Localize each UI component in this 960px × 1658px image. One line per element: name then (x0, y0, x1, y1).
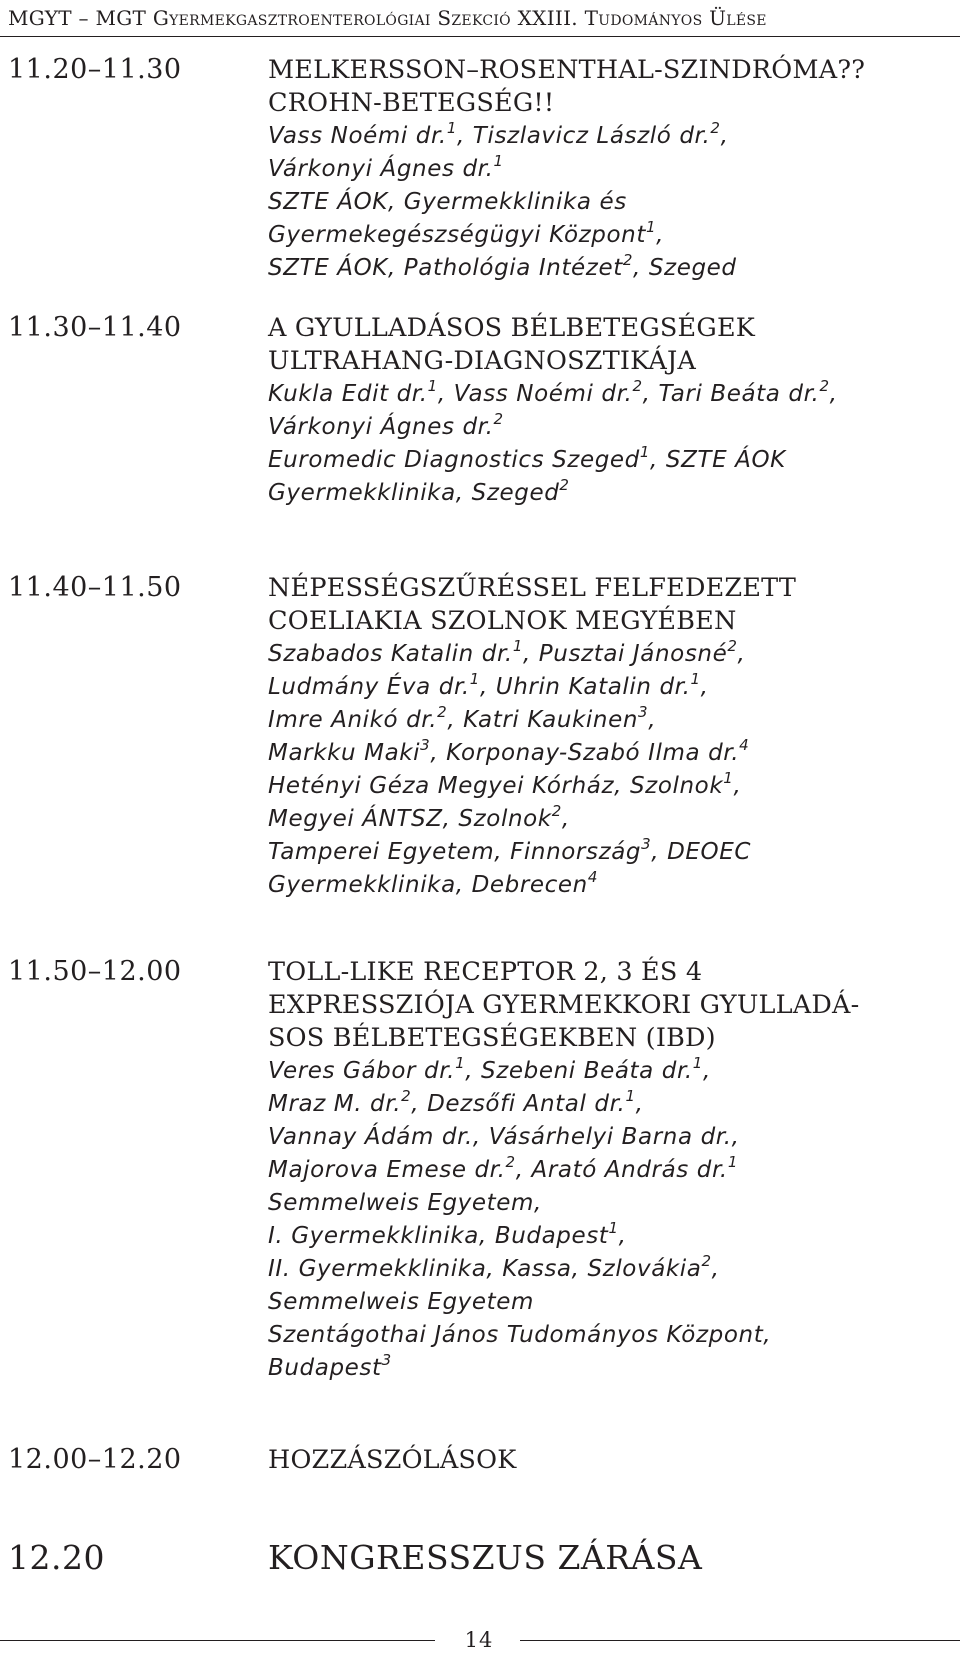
session-title-line: CROHN-BETEGSÉG!! (268, 88, 555, 118)
session-title-line: EXPRESSZIÓJA GYERMEKKORI GYULLADÁ- (268, 990, 860, 1020)
session-info-line: SZTE ÁOK, Gyermekklinika és (268, 189, 627, 215)
session-info-line: Megyei ÁNTSZ, Szolnok$^2$, (268, 802, 570, 832)
session-time: 11.20–11.30 (8, 54, 182, 85)
session-info-line: Semmelweis Egyetem (268, 1289, 535, 1315)
session-time: 11.50–12.00 (8, 956, 182, 987)
page-number: 14 (464, 1628, 494, 1652)
session-info-line: Gyermekegészségügyi Központ$^1$, (268, 218, 665, 248)
session-title-line: HOZZÁSZÓLÁSOK (268, 1445, 517, 1475)
closing-title: KONGRESSZUS ZÁRÁSA (268, 1538, 703, 1577)
session-title-line: TOLL-LIKE RECEPTOR 2, 3 ÉS 4 (268, 957, 703, 987)
session-title-line: SOS BÉLBETEGSÉGEKBEN (IBD) (268, 1023, 716, 1053)
session-info-line: Semmelweis Egyetem, (268, 1190, 542, 1216)
session-info-line: II. Gyermekklinika, Kassa, Szlovákia$^2$, (268, 1252, 720, 1282)
footer-rule (520, 1640, 960, 1641)
session-info-line: Kukla Edit dr.$^1$, Vass Noémi dr.$^2$, Tari Beáta dr.$^2$, (268, 377, 838, 407)
session-title-line: NÉPESSÉGSZŰRÉSSEL FELFEDEZETT (268, 573, 797, 603)
session-info-line: Vass Noémi dr.$^1$, Tiszlavicz László dr.$^2$, (268, 119, 729, 149)
session-info-line: Vannay Ádám dr., Vásárhelyi Barna dr., (268, 1124, 740, 1150)
session-info-line: Szabados Katalin dr.$^1$, Pusztai Jánosné$^2$, (268, 637, 746, 667)
session-info-line: Markku Maki$^3$, Korponay-Szabó Ilma dr.$^4$ (268, 736, 750, 766)
session-info-line: Gyermekklinika, Debrecen$^4$ (268, 868, 599, 898)
session-info-line: Euromedic Diagnostics Szeged$^1$, SZTE ÁOK (268, 443, 786, 473)
session-info-line: Hetényi Géza Megyei Kórház, Szolnok$^1$, (268, 769, 742, 799)
footer-rule (0, 1640, 435, 1641)
session-info-line: Veres Gábor dr.$^1$, Szebeni Beáta dr.$^1$, (268, 1054, 711, 1084)
session-info-line: I. Gyermekklinika, Budapest$^1$, (268, 1219, 627, 1249)
session-content (268, 956, 938, 1385)
session-content (268, 312, 938, 510)
closing-time: 12.20 (8, 1538, 105, 1577)
session-info-line: Majorova Emese dr.$^2$, Arató András dr.$^1$ (268, 1153, 738, 1183)
session-info-line: Imre Anikó dr.$^2$, Katri Kaukinen$^3$, (268, 703, 657, 733)
header-rule (0, 36, 960, 37)
session-content (268, 572, 938, 902)
session-title-line: A GYULLADÁSOS BÉLBETEGSÉGEK (268, 313, 756, 343)
page-header (0, 0, 960, 44)
session-info-line: Mraz M. dr.$^2$, Dezsőfi Antal dr.$^1$, (268, 1087, 644, 1117)
session-content (268, 54, 938, 285)
session-title-line: MELKERSSON–ROSENTHAL-SZINDRÓMA?? (268, 55, 866, 85)
session-title-line: ULTRAHANG-DIAGNOSZTIKÁJA (268, 346, 697, 376)
session-time: 12.00–12.20 (8, 1444, 182, 1475)
session-info-line: Várkonyi Ágnes dr.$^2$ (268, 410, 504, 440)
session-info-line: SZTE ÁOK, Pathológia Intézet$^2$, Szeged (268, 251, 737, 281)
session-time: 11.40–11.50 (8, 572, 182, 603)
session-content (268, 1444, 938, 1477)
session-info-line: Gyermekklinika, Szeged$^2$ (268, 476, 570, 506)
session-title-line: COELIAKIA SZOLNOK MEGYÉBEN (268, 606, 737, 636)
session-info-line: Várkonyi Ágnes dr.$^1$ (268, 152, 504, 182)
session-info-line: Ludmány Éva dr.$^1$, Uhrin Katalin dr.$^1$, (268, 670, 709, 700)
session-time: 11.30–11.40 (8, 312, 182, 343)
session-info-line: Budapest$^3$ (268, 1351, 392, 1381)
header-title: MGYT – MGT Gyermekgasztroenterológiai Szekció XXIII. Tudományos Ülése (8, 6, 767, 30)
session-info-line: Szentágothai János Tudományos Központ, (268, 1322, 772, 1348)
session-info-line: Tamperei Egyetem, Finnország$^3$, DEOEC (268, 835, 752, 865)
